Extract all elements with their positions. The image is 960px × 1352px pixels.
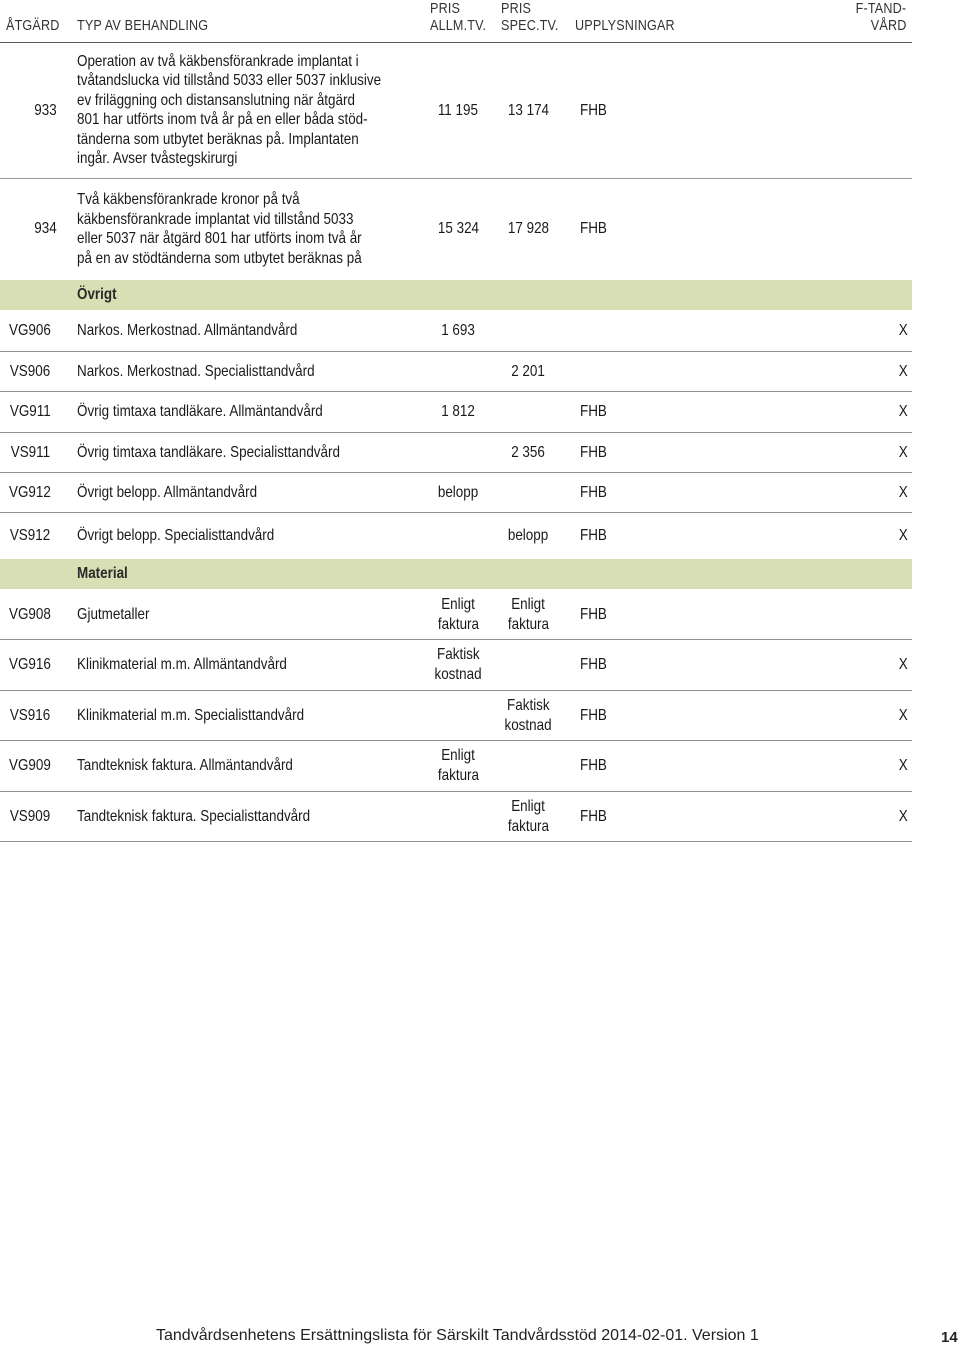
row-price-allm: 15 324	[437, 220, 479, 237]
header-upplysningar: UPPLYSNINGAR	[575, 17, 675, 34]
table-row	[0, 179, 912, 279]
section-header-material	[0, 559, 912, 589]
row-description: Övrig timtaxa tandläkare. Allmäntandvård	[77, 403, 323, 420]
header-pris-allm: PRIS ALLM.TV.	[430, 0, 487, 34]
row-price-allm: Enligt faktura	[437, 595, 479, 633]
table-row	[0, 792, 912, 842]
row-code: VG911	[9, 403, 51, 420]
row-upplysningar: FHB	[580, 483, 607, 501]
table-row	[0, 741, 912, 792]
table-row	[0, 691, 912, 741]
row-price-spec: Faktisk kostnad	[504, 696, 552, 734]
row-price-spec	[482, 483, 574, 503]
row-description: Tandteknisk faktura. Allmäntandvård	[77, 757, 293, 774]
header-typ-av-behandling: TYP AV BEHANDLING	[77, 17, 209, 34]
table-row	[0, 311, 912, 352]
page-footer	[0, 1322, 960, 1352]
row-price-allm: Enligt faktura	[437, 747, 479, 784]
row-price-allm: belopp	[437, 483, 479, 501]
row-price-spec: 2 356	[511, 443, 545, 461]
table-row	[0, 433, 912, 473]
row-description: Narkos. Merkostnad. Specialisttandvård	[77, 362, 315, 380]
row-price-spec	[482, 645, 574, 685]
row-upplysningar: FHB	[580, 706, 607, 724]
row-price-spec	[482, 402, 574, 422]
row-description: Narkos. Merkostnad. Allmäntandvård	[77, 322, 298, 339]
row-code: VG912	[9, 483, 51, 501]
row-price-spec: 17 928	[507, 220, 549, 237]
row-code: VS912	[9, 526, 51, 544]
row-upplysningar: FHB	[580, 757, 607, 774]
row-description: Tandteknisk faktura. Specialisttandvård	[77, 807, 311, 825]
table-row	[0, 640, 912, 691]
row-f-tandvard: X	[899, 403, 908, 420]
row-code: VG909	[9, 757, 51, 774]
row-upplysningar: FHB	[580, 656, 607, 673]
row-f-tandvard: X	[899, 322, 908, 339]
row-description: Övrigt belopp. Allmäntandvård	[77, 483, 258, 501]
row-upplysningar: FHB	[580, 220, 607, 237]
row-upplysningar	[580, 321, 660, 341]
row-code: VS906	[9, 362, 51, 380]
row-price-spec: Enligt faktura	[507, 595, 549, 633]
row-f-tandvard: X	[899, 706, 908, 724]
row-f-tandvard: X	[899, 362, 908, 380]
row-code: 934	[34, 220, 57, 237]
row-f-tandvard: X	[899, 656, 908, 673]
row-f-tandvard: X	[899, 807, 908, 825]
row-price-spec	[482, 321, 574, 341]
row-price-spec: 2 201	[511, 362, 545, 380]
row-code: VG916	[9, 656, 51, 673]
table-header	[0, 0, 912, 43]
row-f-tandvard: X	[899, 757, 908, 774]
row-upplysningar: FHB	[580, 605, 607, 623]
row-description: Två käkbensförankrade kronor på två käkbensförankrade implantat vid tillstånd 5033 eller 5037 när åtgärd 801 har utförts inom två år på en av stödtänderna som utbytet beräknas på	[77, 190, 362, 267]
section-title: Övrigt	[77, 286, 117, 303]
row-price-spec: Enligt faktura	[507, 797, 549, 835]
row-description: Övrig timtaxa tandläkare. Specialisttandvård	[77, 443, 340, 461]
footer-title: Tandvårdsenhetens Ersättningslista för Särskilt Tandvårdsstöd 2014-02-01. Version 1	[156, 1327, 759, 1344]
row-price-allm: 1 812	[441, 403, 475, 420]
section-header-ovrigt	[0, 280, 912, 310]
row-upplysningar: FHB	[580, 403, 607, 420]
row-upplysningar	[580, 362, 660, 382]
row-upplysningar: FHB	[580, 526, 607, 544]
row-upplysningar: FHB	[580, 443, 607, 461]
row-f-tandvard: X	[899, 443, 908, 461]
header-atgard: ÅTGÄRD	[6, 17, 60, 34]
row-price-allm: Faktisk kostnad	[434, 646, 482, 683]
table-row	[0, 590, 912, 640]
row-description: Operation av två käkbensförankrade implantat i tvåtandslucka vid tillstånd 5033 eller 5037 inklusive ev friläggning och distansanslutning när åtgärd 801 har utförts inom två år på en eller båda stöd- tänderna som utbytet beräknas på. Implantaten ingår. Avser tvåstegskirurgi	[77, 52, 382, 168]
row-code: 933	[34, 101, 57, 119]
row-price-spec: 13 174	[507, 101, 549, 119]
table-row	[0, 352, 912, 392]
page-number: 14	[941, 1329, 958, 1346]
row-price-spec	[482, 746, 574, 786]
row-description: Klinikmaterial m.m. Specialisttandvård	[77, 706, 305, 724]
header-pris-spec: PRIS SPEC.TV.	[501, 0, 559, 34]
table-row	[0, 43, 912, 179]
row-f-tandvard	[880, 605, 908, 625]
row-f-tandvard: X	[899, 483, 908, 501]
row-price-allm: 1 693	[441, 322, 475, 339]
row-code: VS909	[9, 807, 51, 825]
row-upplysningar: FHB	[580, 101, 607, 119]
row-code: VS916	[9, 706, 51, 724]
header-f-tandvard: F-TAND- VÅRD	[855, 0, 906, 34]
row-description: Gjutmetaller	[77, 605, 150, 623]
row-code: VG908	[9, 605, 51, 623]
row-price-allm: 11 195	[437, 101, 479, 119]
row-price-spec: belopp	[507, 526, 549, 544]
row-code: VG906	[9, 322, 51, 339]
row-description: Klinikmaterial m.m. Allmäntandvård	[77, 656, 287, 673]
row-code: VS911	[10, 443, 50, 461]
section-title: Material	[77, 565, 128, 582]
table-row	[0, 473, 912, 513]
table-row	[0, 392, 912, 433]
row-f-tandvard: X	[899, 526, 908, 544]
row-description: Övrigt belopp. Specialisttandvård	[77, 526, 275, 544]
table-row	[0, 513, 912, 558]
row-upplysningar: FHB	[580, 807, 607, 825]
